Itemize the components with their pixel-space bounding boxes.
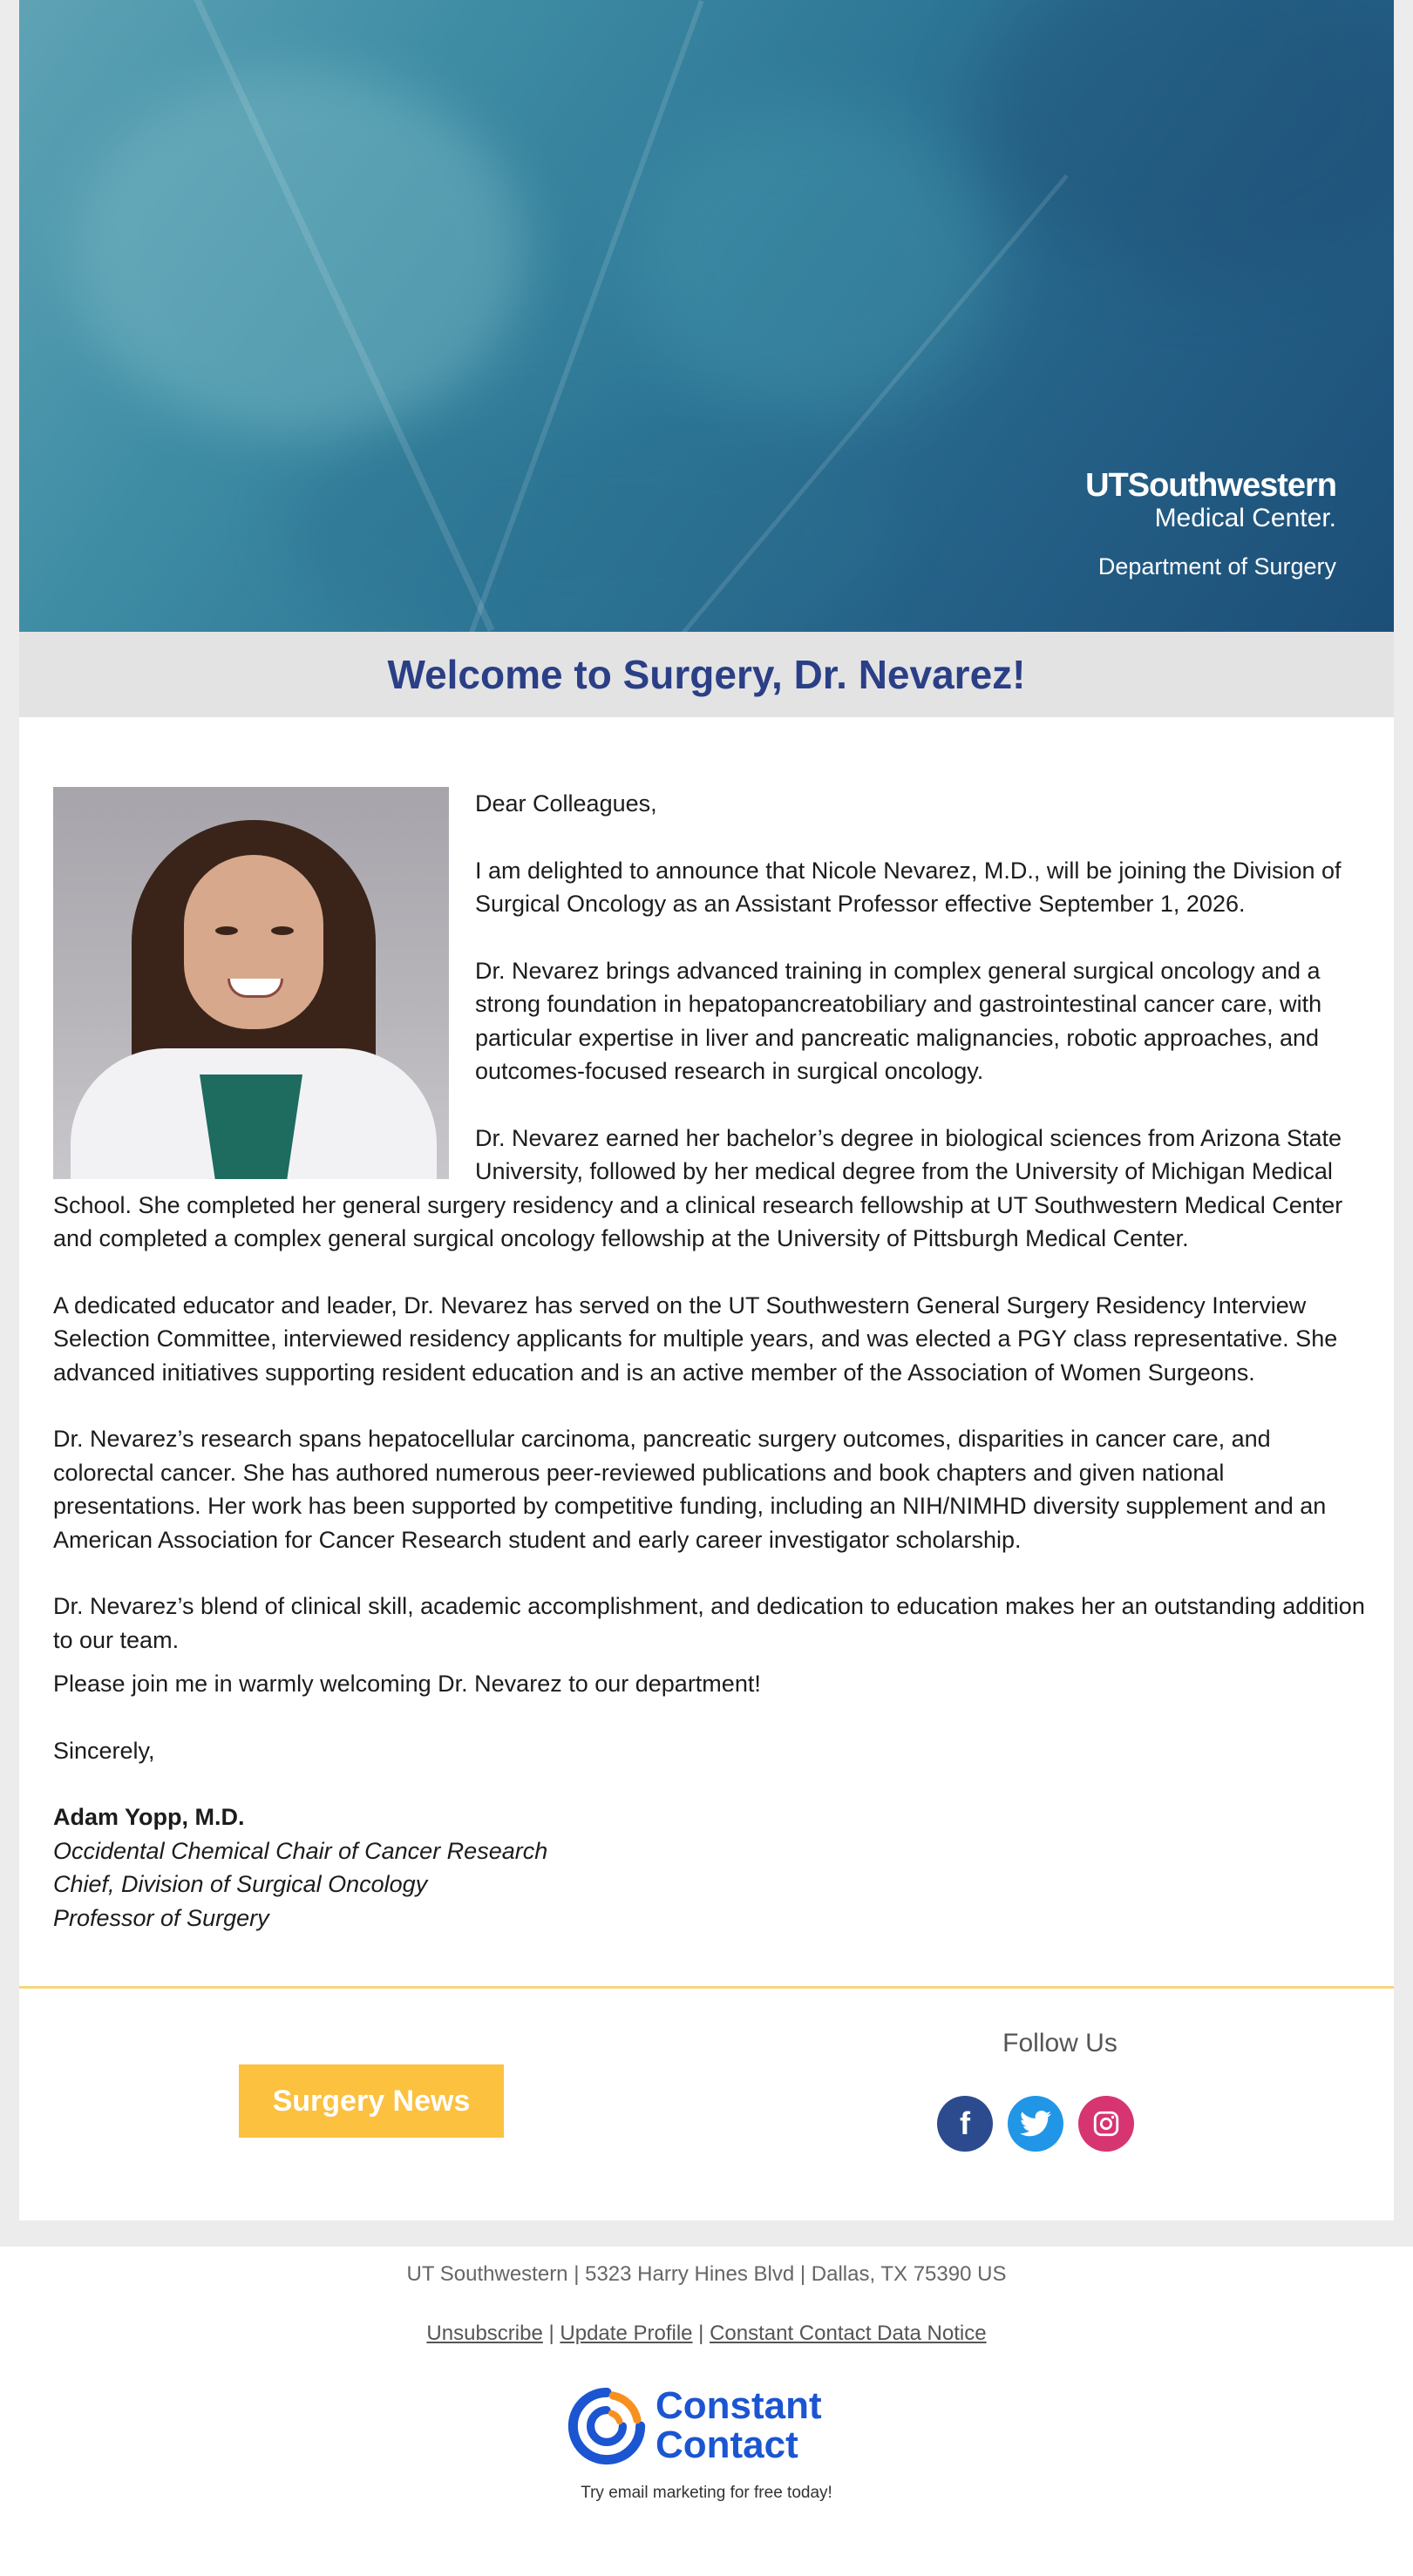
unsubscribe-link[interactable]: Unsubscribe — [426, 2322, 543, 2345]
letter-paragraph: Dr. Nevarez’s research spans hepatocellular carcinoma, pancreatic surgery outcomes, disparities in cancer care, and colorectal cancer. She has authored numerous peer-reviewed publications and book chapters and given national presentations. Her work has been supported by competitive funding, including an NIH/NIMHD diversity supplement and an American Association for Cancer Research student and early career investigator scholarship. — [53, 1426, 1327, 1553]
letter-body — [53, 787, 1369, 1935]
instagram-icon[interactable] — [1078, 2096, 1134, 2152]
signature-title: Professor of Surgery — [53, 1904, 269, 1931]
link-separator: | — [692, 2322, 710, 2345]
department-name: Department of Surgery — [1097, 553, 1336, 580]
footer-links — [0, 2322, 1413, 2346]
signoff: Sincerely, — [53, 1737, 155, 1764]
constant-contact-mark-icon — [567, 2386, 647, 2466]
portrait-photo — [53, 787, 449, 1179]
hero-banner — [19, 0, 1394, 632]
twitter-icon[interactable] — [1008, 2096, 1063, 2152]
utsw-logo — [1085, 467, 1336, 580]
logo-main-text: UTSouthwestern — [1085, 467, 1336, 504]
link-separator: | — [542, 2322, 560, 2345]
surgery-news-button[interactable]: Surgery News — [239, 2064, 504, 2138]
letter-paragraph: A dedicated educator and leader, Dr. Nevarez has served on the UT Southwestern General Surgery Residency Interview Selection Committee, interviewed residency applicants for multiple years, and was elected a PGY class representative. She advanced initiatives supporting resident education and is an active member of the Association of Women Surgeons. — [53, 1291, 1338, 1386]
cc-tagline[interactable]: Try email marketing for free today! — [581, 2484, 832, 2502]
signature-block — [53, 1800, 1369, 1935]
footer-address: UT Southwestern | 5323 Harry Hines Blvd | Dallas, TX 75390 US — [406, 2262, 1007, 2286]
signature-name: Adam Yopp, M.D. — [53, 1804, 245, 1830]
logo-sub-text: Medical Center. — [1154, 504, 1336, 532]
email-card — [19, 0, 1394, 2220]
update-profile-link[interactable]: Update Profile — [560, 2322, 693, 2345]
letter-paragraph: Dr. Nevarez earned her bachelor’s degree in biological sciences from Arizona State University, followed by her medical degree from the University of Michigan Medical School. She completed her general surgery residency and a clinical research fellowship at UT Southwestern Medical Center and completed a complex general surgical oncology fellowship at the University of Pittsburgh Medical Center. — [53, 1124, 1343, 1251]
letter-paragraph: Dr. Nevarez’s blend of clinical skill, academic accomplishment, and dedication to education makes her an outstanding addition to our team. — [53, 1593, 1365, 1653]
constant-contact-logo[interactable] — [567, 2386, 854, 2473]
letter-greeting: Dear Colleagues, — [475, 790, 657, 817]
welcome-bar — [19, 632, 1394, 717]
letter-paragraph: Dr. Nevarez brings advanced training in complex general surgical oncology and a strong foundation in hepatopancreatobiliary and gastrointestinal cancer care, with particular expertise in liver and pancreatic malignancies, robotic approaches, and outcomes-focused research in surgical oncology. — [475, 957, 1322, 1084]
letter-paragraph: I am delighted to announce that Nicole Nevarez, M.D., will be joining the Division of Surgical Oncology as an Assistant Professor effective September 1, 2026. — [475, 857, 1342, 917]
signature-title: Occidental Chemical Chair of Cancer Research — [53, 1837, 548, 1864]
closing-line: Please join me in warmly welcoming Dr. Nevarez to our department! — [53, 1671, 761, 1697]
facebook-icon[interactable]: f — [937, 2096, 993, 2152]
section-divider — [19, 1986, 1394, 1989]
constant-contact-wordmark — [656, 2386, 822, 2464]
page-title: Welcome to Surgery, Dr. Nevarez! — [387, 652, 1026, 697]
cc-wordmark-line: Constant — [656, 2384, 822, 2427]
follow-us-label: Follow Us — [1002, 2029, 1117, 2057]
signature-title: Chief, Division of Surgical Oncology — [53, 1871, 428, 1897]
data-notice-link[interactable]: Constant Contact Data Notice — [710, 2322, 987, 2345]
cc-wordmark-line: Contact — [656, 2423, 798, 2466]
